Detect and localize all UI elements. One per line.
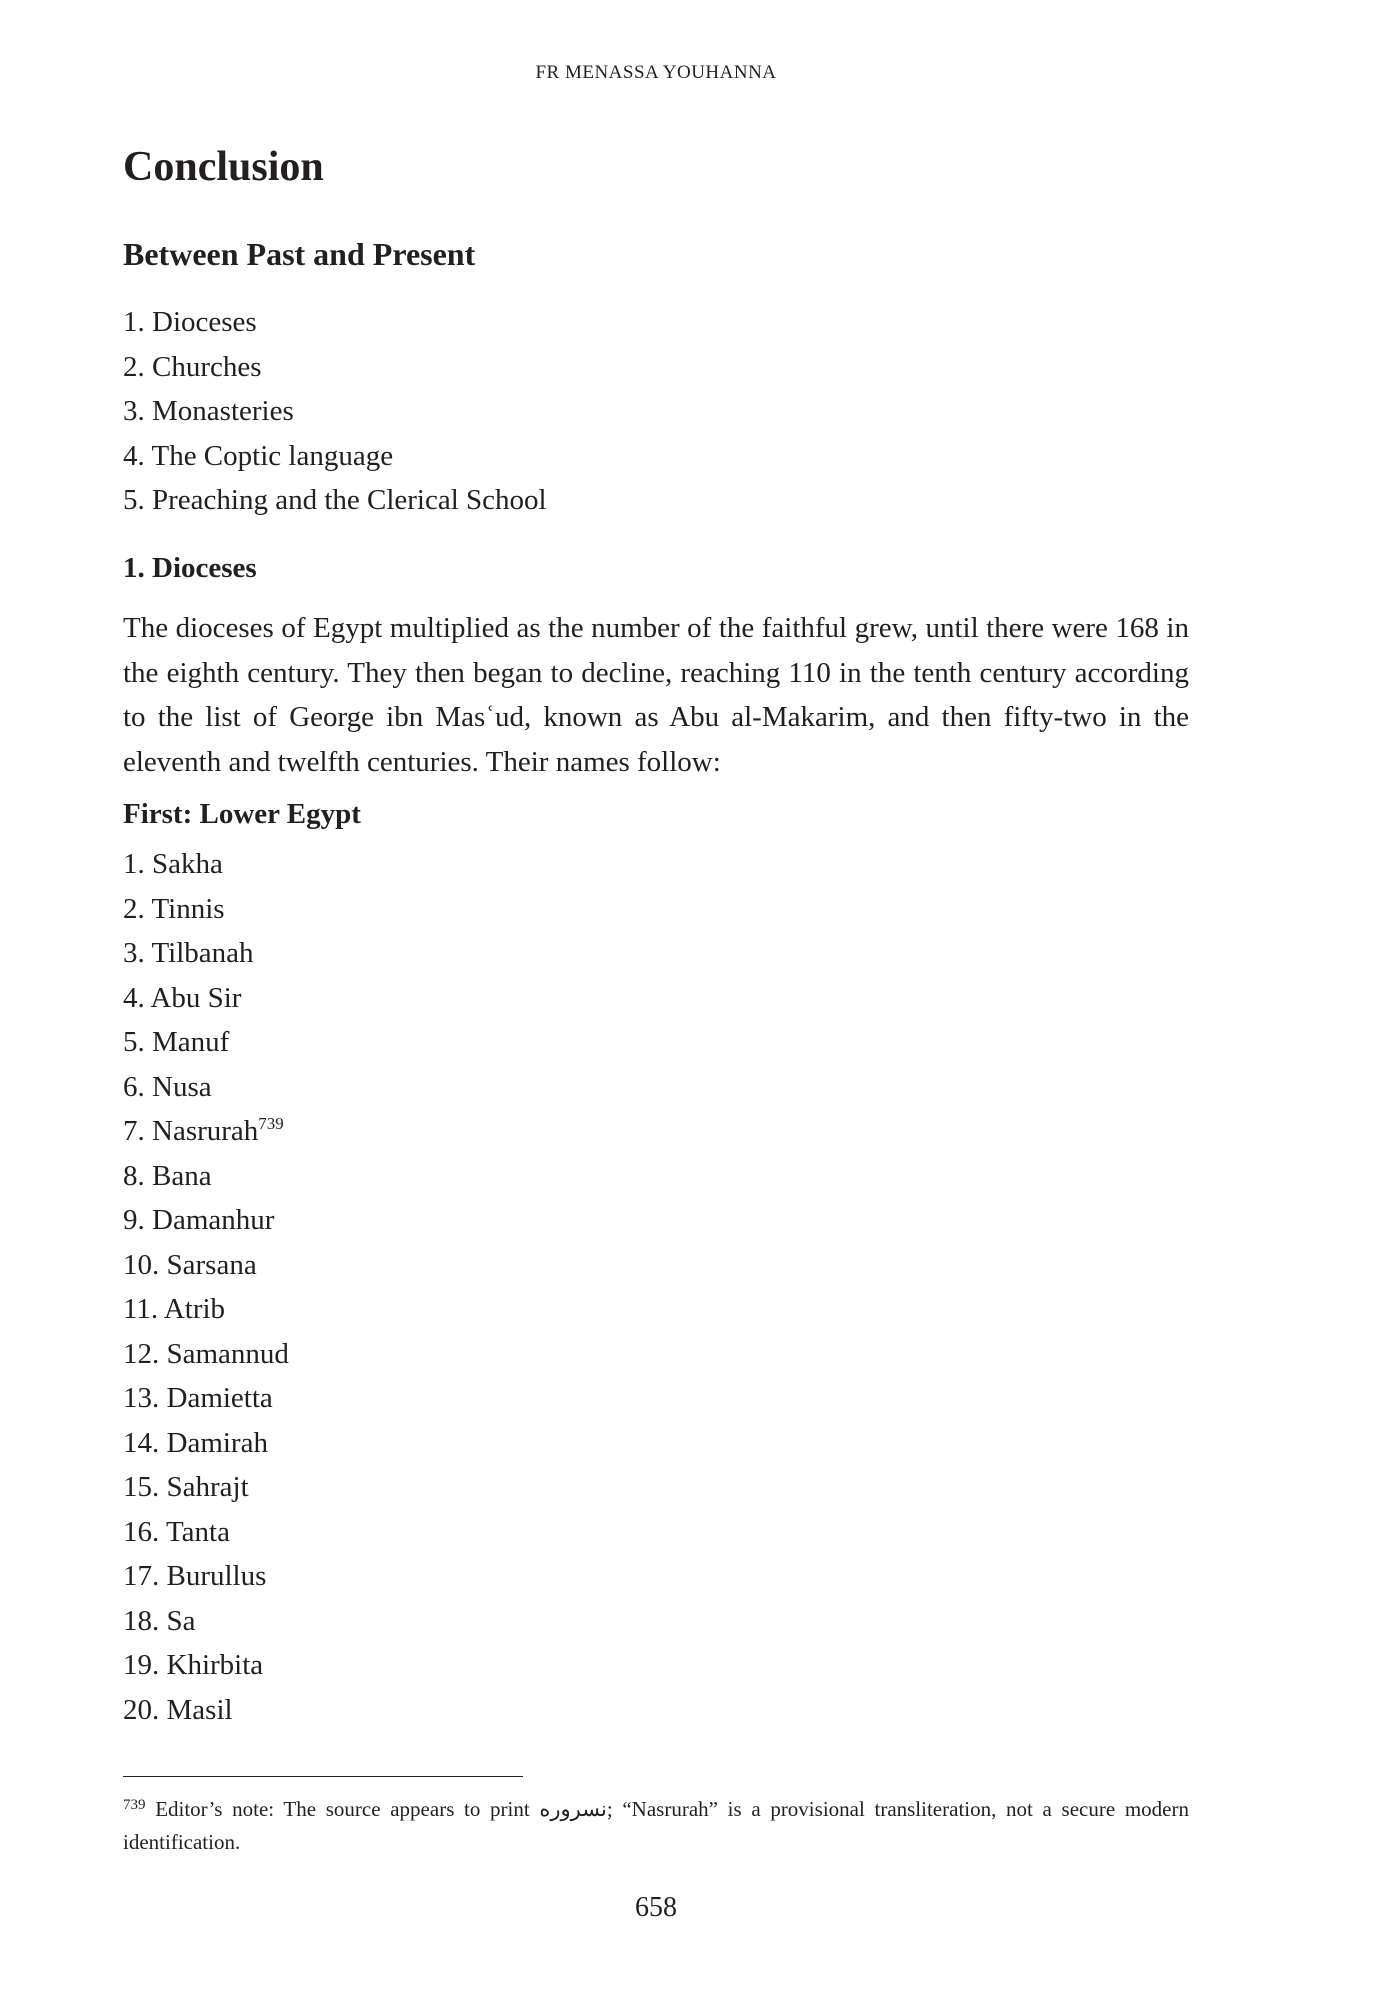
list-item: 18. Sa: [123, 1604, 196, 1637]
list-item: 2. Tinnis: [123, 892, 225, 925]
body-paragraph: The dioceses of Egypt multiplied as the number of the faithful grew, until there were 168 in the eighth century. They then began to decline, reaching 110 in the tenth century according to the list of George ibn Masʿud, known as Abu al-Makarim, and then fifty-two in the eleventh and twelfth centuries. Their names follow:: [123, 612, 1189, 778]
footnote-reference[interactable]: 739: [258, 1114, 284, 1133]
document-page: [123, 0, 1189, 2000]
section-title: Between Past and Present: [123, 236, 476, 272]
section-contents-list: [123, 300, 547, 523]
list-item: 10. Sarsana: [123, 1248, 257, 1281]
list-item: 20. Masil: [123, 1693, 233, 1726]
list-item: 17. Burullus: [123, 1560, 267, 1592]
list-item-with-footnote: [123, 1109, 289, 1154]
list-item: 16. Tanta: [123, 1515, 230, 1548]
list-item: 13. Damietta: [123, 1382, 273, 1414]
list-item-text: 7. Nasrurah: [123, 1115, 259, 1147]
diocese-list: [123, 842, 289, 1732]
list-item: 15. Sahrajt: [123, 1471, 249, 1503]
contents-item: 2. Churches: [123, 350, 262, 383]
list-item: 6. Nusa: [123, 1070, 212, 1103]
list-item: 14. Damirah: [123, 1426, 268, 1459]
footnote-number: 739: [123, 1797, 146, 1813]
list-heading: First: Lower Egypt: [123, 798, 361, 830]
footnote: [123, 1793, 1189, 1859]
list-item: 1. Sakha: [123, 848, 223, 880]
footnote-text: Editor’s note: The source appears to print نسروره; “Nasrurah” is a provisional transliteration, not a secure modern identification.: [123, 1797, 1190, 1854]
list-item: 11. Atrib: [123, 1293, 226, 1325]
list-item: 4. Abu Sir: [123, 981, 242, 1014]
contents-item: 1. Dioceses: [123, 306, 257, 338]
footnote-divider: [123, 1776, 523, 1777]
subsection-title: 1. Dioceses: [123, 552, 257, 584]
list-item: 3. Tilbanah: [123, 937, 254, 969]
contents-item: 5. Preaching and the Clerical School: [123, 484, 547, 516]
contents-item: 3. Monasteries: [123, 395, 294, 427]
list-item: 8. Bana: [123, 1159, 212, 1192]
list-item: 9. Damanhur: [123, 1204, 275, 1236]
list-item: 19. Khirbita: [123, 1649, 264, 1681]
chapter-title: Conclusion: [123, 144, 324, 190]
list-item: 12. Samannud: [123, 1337, 289, 1370]
contents-item: 4. The Coptic language: [123, 439, 394, 472]
running-header: FR MENASSA YOUHANNA: [535, 62, 777, 83]
page-number: 658: [635, 1892, 677, 1923]
list-item: 5. Manuf: [123, 1026, 230, 1058]
